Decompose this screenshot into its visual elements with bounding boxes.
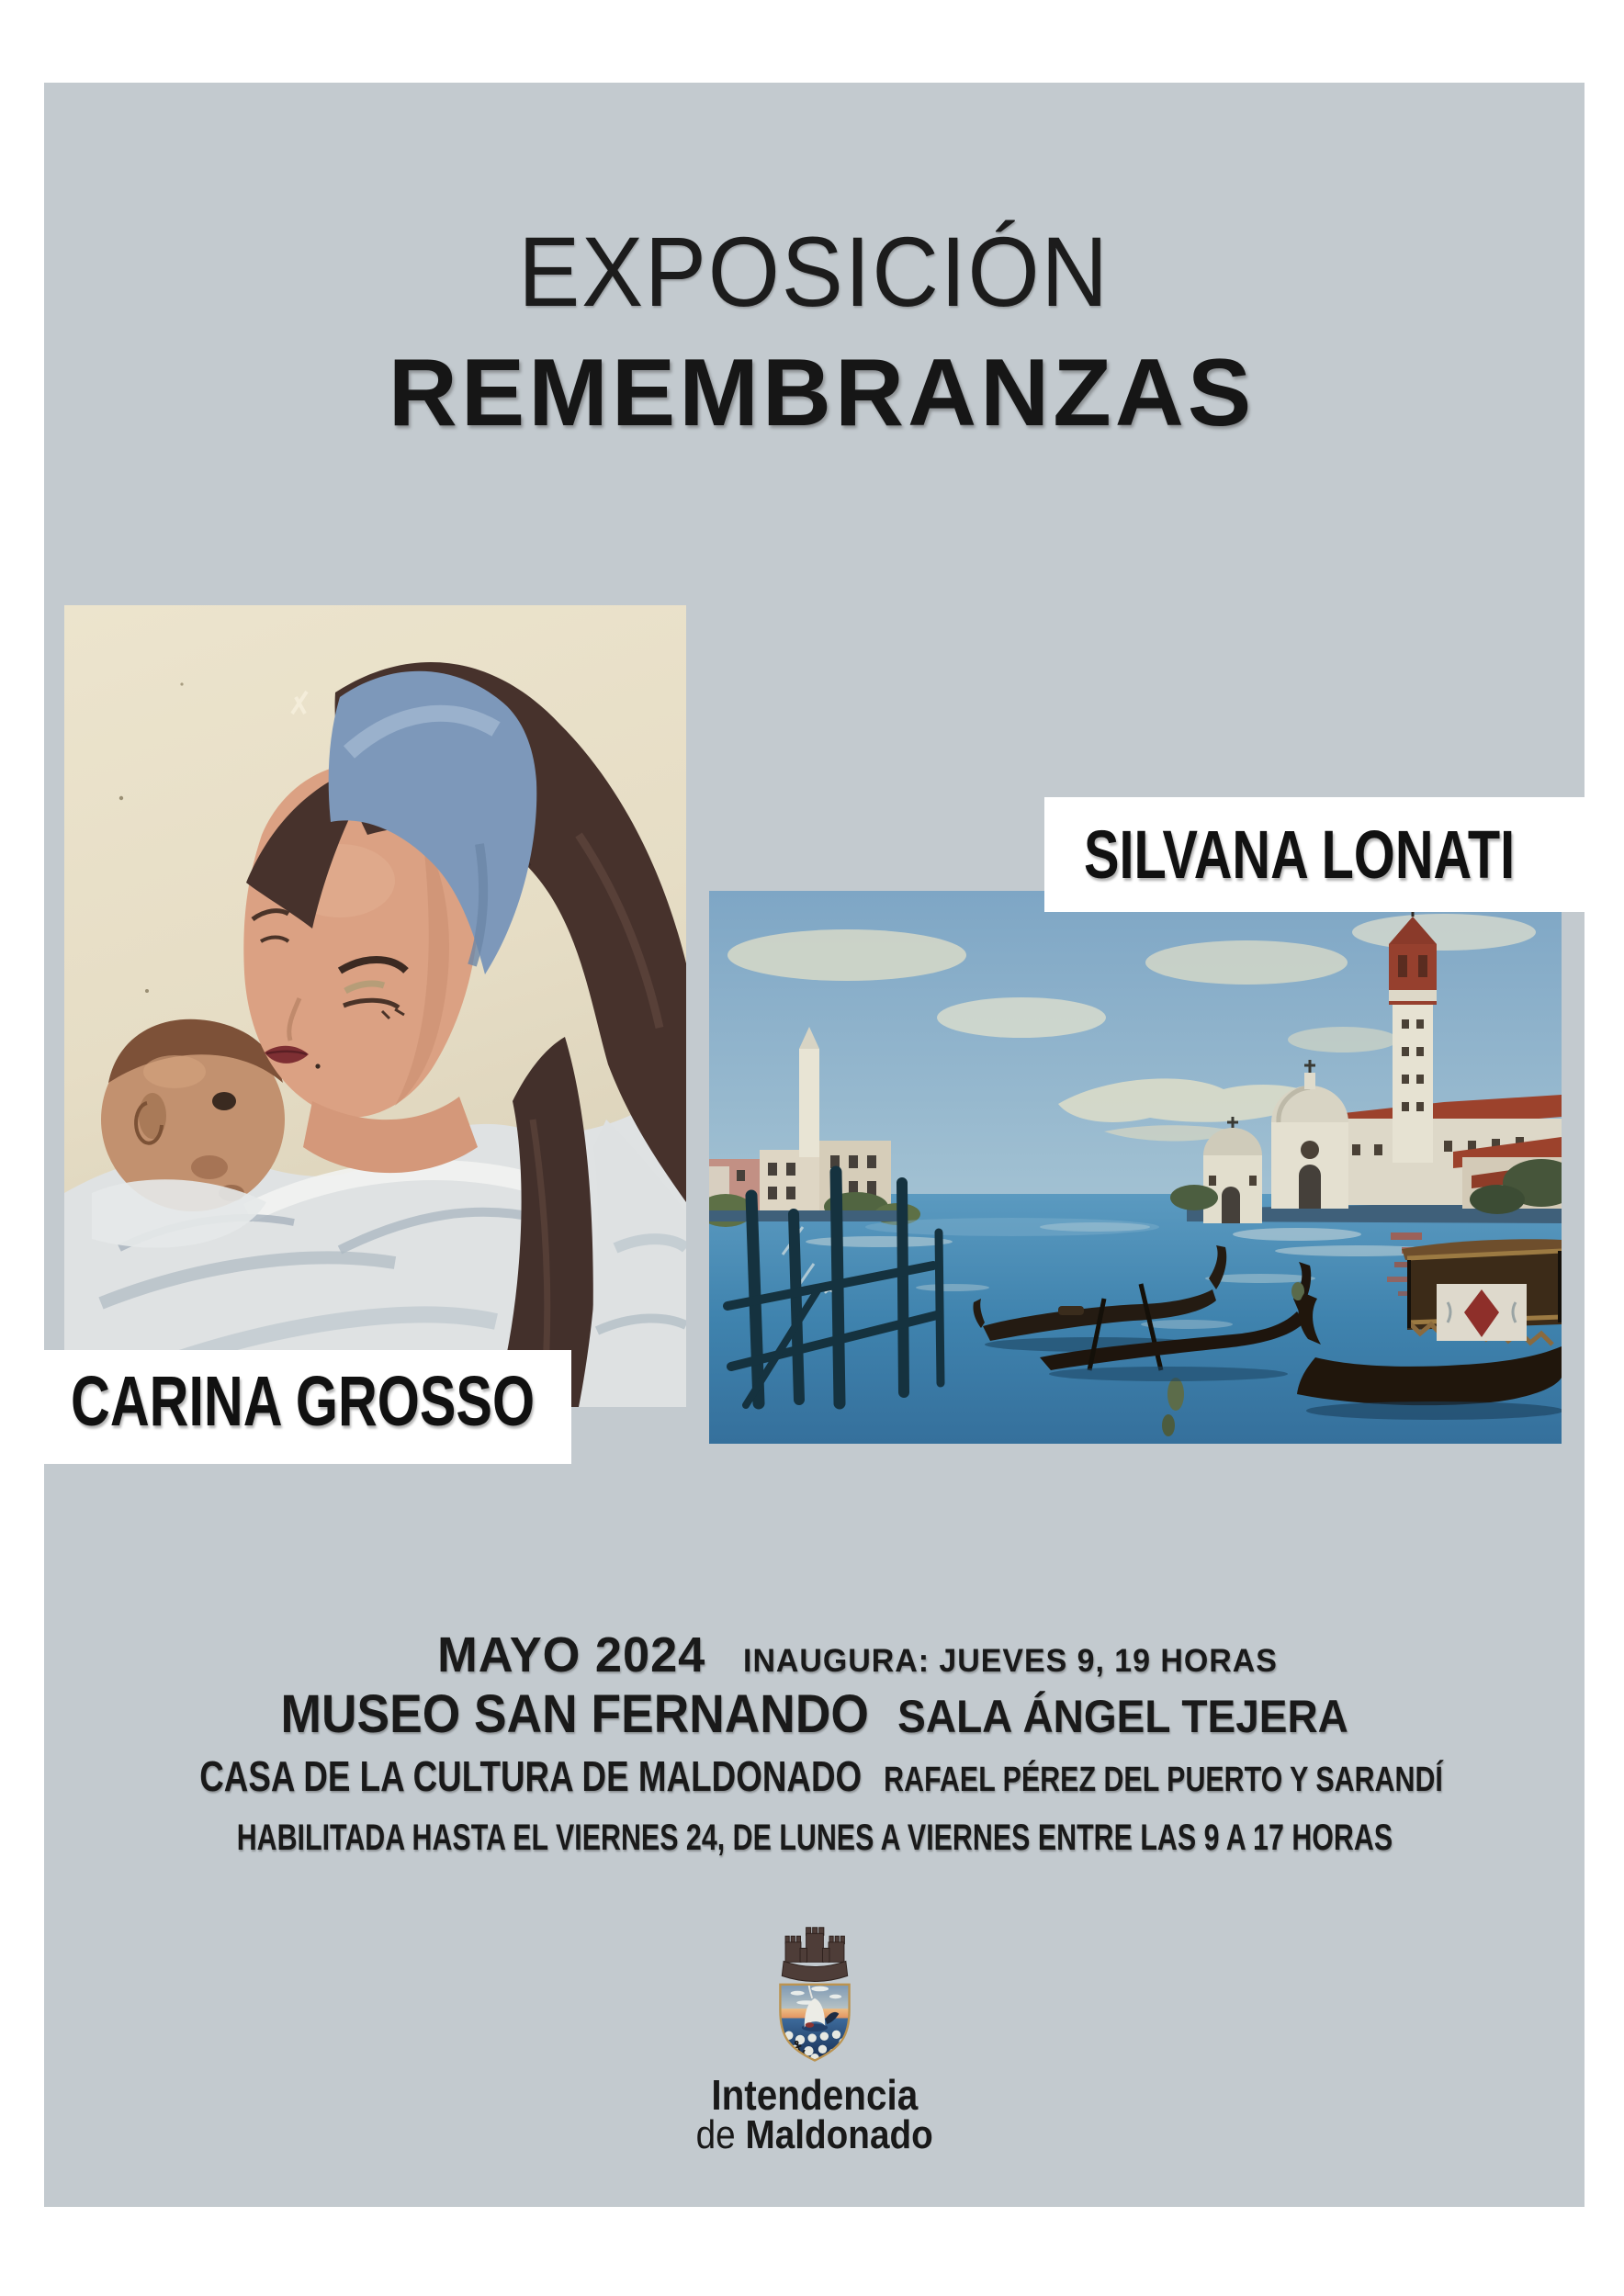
- artist-name-carina: CARINA GROSSO: [71, 1361, 536, 1441]
- artist-name-silvana: SILVANA LONATI: [1084, 816, 1516, 893]
- footer-emblem: [772, 1922, 858, 2065]
- maldonado-coat-of-arms-icon: [772, 1922, 858, 2069]
- detail-opening: INAUGURA: JUEVES 9, 19 HORAS: [743, 1643, 1278, 1679]
- detail-month: MAYO 2024: [437, 1627, 706, 1683]
- detail-line-hours: [44, 1819, 1585, 1856]
- artist-label-carina-grosso: [44, 1350, 571, 1464]
- detail-opening-hours: HABILITADA HASTA EL VIERNES 24, DE LUNES A VIERNES ENTRE LAS 9 A 17 HORAS: [236, 1818, 1393, 1858]
- detail-room: SALA ÁNGEL TEJERA: [897, 1691, 1348, 1742]
- footer-org-city: Maldonado: [745, 2112, 933, 2157]
- painting-carina-grosso: [64, 605, 686, 1407]
- detail-culture-house: CASA DE LA CULTURA DE MALDONADO: [199, 1752, 863, 1800]
- venice-canal-gondolas-oil-painting: [709, 891, 1562, 1444]
- title-exposicion: EXPOSICIÓN: [518, 216, 1111, 327]
- mother-kissing-baby-oil-painting: [64, 605, 686, 1407]
- title-remembranzas: REMEMBRANZAS: [388, 340, 1256, 446]
- page-title: [44, 216, 1585, 327]
- painting-silvana-lonati: [709, 891, 1562, 1444]
- page-subtitle: [44, 340, 1585, 446]
- footer-org-prefix: de: [695, 2112, 736, 2157]
- footer-org-name: Intendencia: [711, 2071, 918, 2119]
- detail-line-address: [44, 1752, 1585, 1800]
- footer-org-line2: [44, 2112, 1585, 2157]
- detail-line-date: [44, 1627, 1585, 1683]
- artist-label-silvana-lonati: [1044, 797, 1624, 912]
- detail-line-venue: [44, 1684, 1585, 1744]
- detail-streets: RAFAEL PÉREZ DEL PUERTO Y SARANDÍ: [884, 1761, 1443, 1799]
- footer-org-line1: [44, 2071, 1585, 2119]
- detail-museum: MUSEO SAN FERNANDO: [280, 1684, 869, 1744]
